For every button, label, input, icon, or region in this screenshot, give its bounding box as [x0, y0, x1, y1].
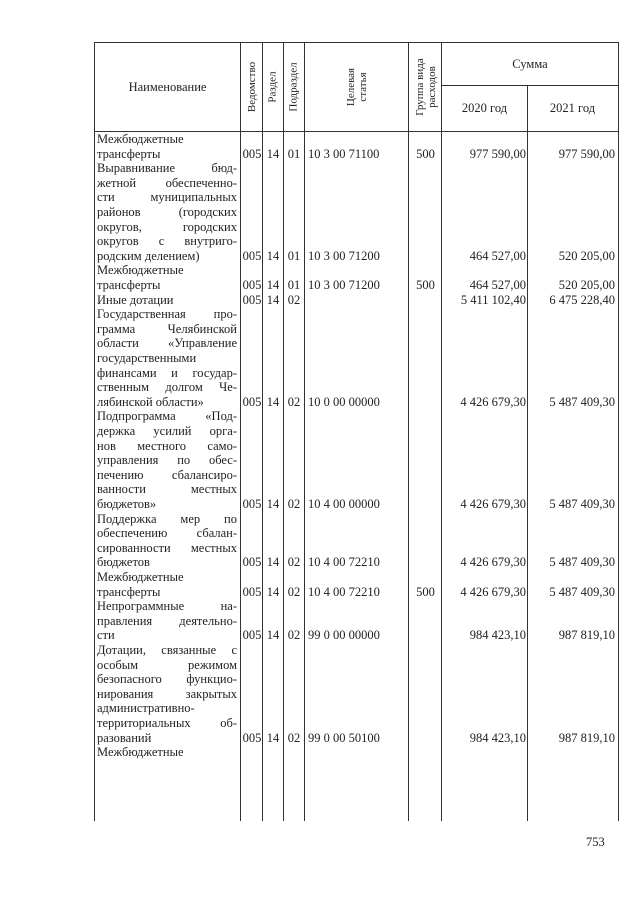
header-gruppa-text	[414, 58, 438, 116]
row-name-line: бюджетов	[97, 555, 150, 570]
row-name-line: грамма Челябинской	[97, 321, 237, 336]
cell-sum-2021: 5 487 409,30	[549, 584, 615, 599]
cell-sum-2021: 977 590,00	[558, 146, 615, 161]
row-name-line: Поддержка мер по	[97, 511, 237, 526]
header-podrazdel	[283, 43, 305, 131]
cell-vedomstvo: 005	[242, 292, 262, 307]
table-row	[95, 570, 618, 599]
row-name-line: округов с внутриго-	[97, 234, 237, 249]
table-row	[95, 293, 618, 308]
cell-sum-2020: 5 411 102,40	[460, 292, 526, 307]
cell-vedomstvo: 005	[242, 496, 262, 511]
cell-celevaya: 10 4 00 72210	[308, 584, 380, 599]
row-name-line: сти	[97, 628, 115, 643]
cell-podrazdel: 02	[287, 292, 301, 307]
cell-sum-2020: 4 426 679,30	[460, 584, 526, 599]
row-name-line: Иные дотации	[97, 292, 174, 307]
row-name-line: лябинской области»	[97, 394, 204, 409]
row-name-line: Государственная про-	[97, 307, 237, 322]
row-name-line: нирования закрытых	[97, 686, 237, 701]
header-summa: Сумма	[442, 43, 618, 86]
cell-gruppa: 500	[416, 277, 435, 292]
row-name-line: управления по обес-	[97, 453, 237, 468]
divider	[527, 85, 528, 131]
row-name	[97, 293, 237, 308]
cell-razdel: 14	[266, 394, 280, 409]
cell-sum-2021: 987 819,10	[558, 730, 615, 745]
table-row	[95, 512, 618, 570]
row-name	[97, 161, 237, 263]
cell-sum-2020: 4 426 679,30	[460, 555, 526, 570]
cell-sum-2020: 464 527,00	[469, 277, 526, 292]
row-name-line: трансферты	[97, 584, 161, 599]
row-name-line: безопасного функцио-	[97, 672, 237, 687]
row-name-line: правления деятельно-	[97, 613, 237, 628]
row-name-line: трансферты	[97, 146, 161, 161]
budget-table	[94, 42, 619, 821]
cell-vedomstvo: 005	[242, 394, 262, 409]
cell-gruppa: 500	[416, 146, 435, 161]
cell-vedomstvo: 005	[242, 584, 262, 599]
row-name-line: Непрограммные на-	[97, 599, 237, 614]
cell-sum-2021: 5 487 409,30	[549, 394, 615, 409]
row-name	[97, 643, 237, 745]
cell-razdel: 14	[266, 628, 280, 643]
header-podrazdel-text: Подраздел	[288, 62, 301, 112]
cell-podrazdel: 02	[287, 628, 301, 643]
row-name	[97, 409, 237, 511]
row-name-line: области «Управление	[97, 336, 237, 351]
row-name-line: сти муниципальных	[97, 190, 237, 205]
cell-vedomstvo: 005	[242, 277, 262, 292]
header-year-2021: 2021 год	[549, 100, 596, 115]
row-name-line: Межбюджетные	[97, 570, 184, 584]
table-row	[95, 643, 618, 745]
row-name	[97, 263, 237, 292]
table-row	[95, 161, 618, 263]
row-name	[97, 512, 237, 570]
cell-celevaya: 99 0 00 50100	[308, 730, 380, 745]
row-name-line: держка усилий орга-	[97, 423, 237, 438]
cell-sum-2021: 987 819,10	[558, 628, 615, 643]
cell-razdel: 14	[266, 248, 280, 263]
table-row	[95, 132, 618, 161]
table-header	[95, 43, 618, 132]
cell-vedomstvo: 005	[242, 248, 262, 263]
row-name-line: районов (городских	[97, 204, 237, 219]
table-row	[95, 599, 618, 643]
header-razdel	[263, 43, 283, 131]
row-name-line: разований	[97, 730, 152, 745]
row-name-line: Межбюджетные	[97, 132, 184, 146]
header-gruppa	[409, 43, 442, 131]
row-name-line: Межбюджетные	[97, 745, 184, 760]
cell-sum-2020: 4 426 679,30	[460, 496, 526, 511]
header-name: Наименование	[128, 79, 207, 94]
row-name-line: округов, городских	[97, 219, 237, 234]
header-celevaya-l1: Целевая	[344, 67, 357, 107]
row-name	[97, 570, 237, 599]
row-name-line: финансами и государ-	[97, 365, 237, 380]
header-vedomstvo-text: Ведомство	[246, 61, 259, 113]
cell-sum-2021: 520 205,00	[558, 248, 615, 263]
cell-podrazdel: 02	[287, 730, 301, 745]
row-name-line: печению сбалансиро-	[97, 467, 237, 482]
cell-razdel: 14	[266, 730, 280, 745]
cell-vedomstvo: 005	[242, 730, 262, 745]
header-year-2020: 2020 год	[461, 100, 508, 115]
page-number: 753	[586, 835, 605, 849]
cell-vedomstvo: 005	[242, 628, 262, 643]
cell-celevaya: 10 3 00 71100	[308, 146, 380, 161]
header-razdel-text: Раздел	[267, 71, 279, 103]
cell-vedomstvo: 005	[242, 555, 262, 570]
cell-vedomstvo: 005	[242, 146, 262, 161]
row-name-line: родским делением)	[97, 248, 200, 263]
cell-sum-2021: 5 487 409,30	[549, 496, 615, 511]
cell-razdel: 14	[266, 555, 280, 570]
cell-sum-2021: 5 487 409,30	[549, 555, 615, 570]
row-name-line: Подпрограмма «Под-	[97, 409, 237, 424]
cell-celevaya: 10 3 00 71200	[308, 248, 380, 263]
cell-sum-2021: 6 475 228,40	[549, 292, 615, 307]
row-name-line: Выравнивание бюд-	[97, 161, 237, 176]
header-gruppa-l2: расходов	[425, 66, 438, 108]
row-name-line: административно-	[97, 701, 195, 716]
row-name	[97, 307, 237, 409]
cell-sum-2020: 4 426 679,30	[460, 394, 526, 409]
cell-razdel: 14	[266, 277, 280, 292]
row-name-line: сированности местных	[97, 540, 237, 555]
row-name-line: жетной обеспеченно-	[97, 175, 237, 190]
cell-razdel: 14	[266, 584, 280, 599]
table-row	[95, 409, 618, 511]
row-name	[97, 745, 237, 760]
header-celevaya-l2: статья	[356, 72, 369, 102]
row-name-line: трансферты	[97, 277, 161, 292]
cell-podrazdel: 01	[287, 277, 301, 292]
cell-podrazdel: 01	[287, 146, 301, 161]
cell-celevaya: 99 0 00 00000	[308, 628, 380, 643]
header-celevaya	[305, 43, 409, 131]
cell-sum-2021: 520 205,00	[558, 277, 615, 292]
row-name-line: бюджетов»	[97, 496, 157, 511]
cell-sum-2020: 464 527,00	[469, 248, 526, 263]
header-celevaya-text	[345, 68, 369, 106]
cell-podrazdel: 02	[287, 555, 301, 570]
cell-razdel: 14	[266, 496, 280, 511]
cell-podrazdel: 02	[287, 394, 301, 409]
row-name-line: ственным долгом Че-	[97, 380, 237, 395]
table-row	[95, 263, 618, 292]
cell-gruppa: 500	[416, 584, 435, 599]
row-name-line: ванности местных	[97, 482, 237, 497]
row-name-line: нов местного само-	[97, 438, 237, 453]
row-name	[97, 599, 237, 643]
cell-celevaya: 10 4 00 72210	[308, 555, 380, 570]
cell-podrazdel: 02	[287, 496, 301, 511]
header-vedomstvo	[241, 43, 263, 131]
row-name-line: государственными	[97, 350, 197, 365]
row-name	[97, 132, 237, 161]
cell-sum-2020: 977 590,00	[469, 146, 526, 161]
row-name-line: Дотации, связанные с	[97, 643, 237, 657]
cell-celevaya: 10 0 00 00000	[308, 394, 380, 409]
cell-sum-2020: 984 423,10	[469, 730, 526, 745]
cell-celevaya: 10 3 00 71200	[308, 277, 380, 292]
header-gruppa-l1: Группа вида	[413, 58, 426, 116]
table-row	[95, 307, 618, 409]
cell-razdel: 14	[266, 146, 280, 161]
cell-razdel: 14	[266, 292, 280, 307]
cell-podrazdel: 02	[287, 584, 301, 599]
cell-celevaya: 10 4 00 00000	[308, 496, 380, 511]
table-row	[95, 745, 618, 760]
cell-podrazdel: 01	[287, 248, 301, 263]
cell-sum-2020: 984 423,10	[469, 628, 526, 643]
row-name-line: Межбюджетные	[97, 263, 184, 278]
row-name-line: особым режимом	[97, 657, 237, 672]
row-name-line: территориальных об-	[97, 715, 237, 730]
row-name-line: обеспечению сбалан-	[97, 526, 237, 541]
